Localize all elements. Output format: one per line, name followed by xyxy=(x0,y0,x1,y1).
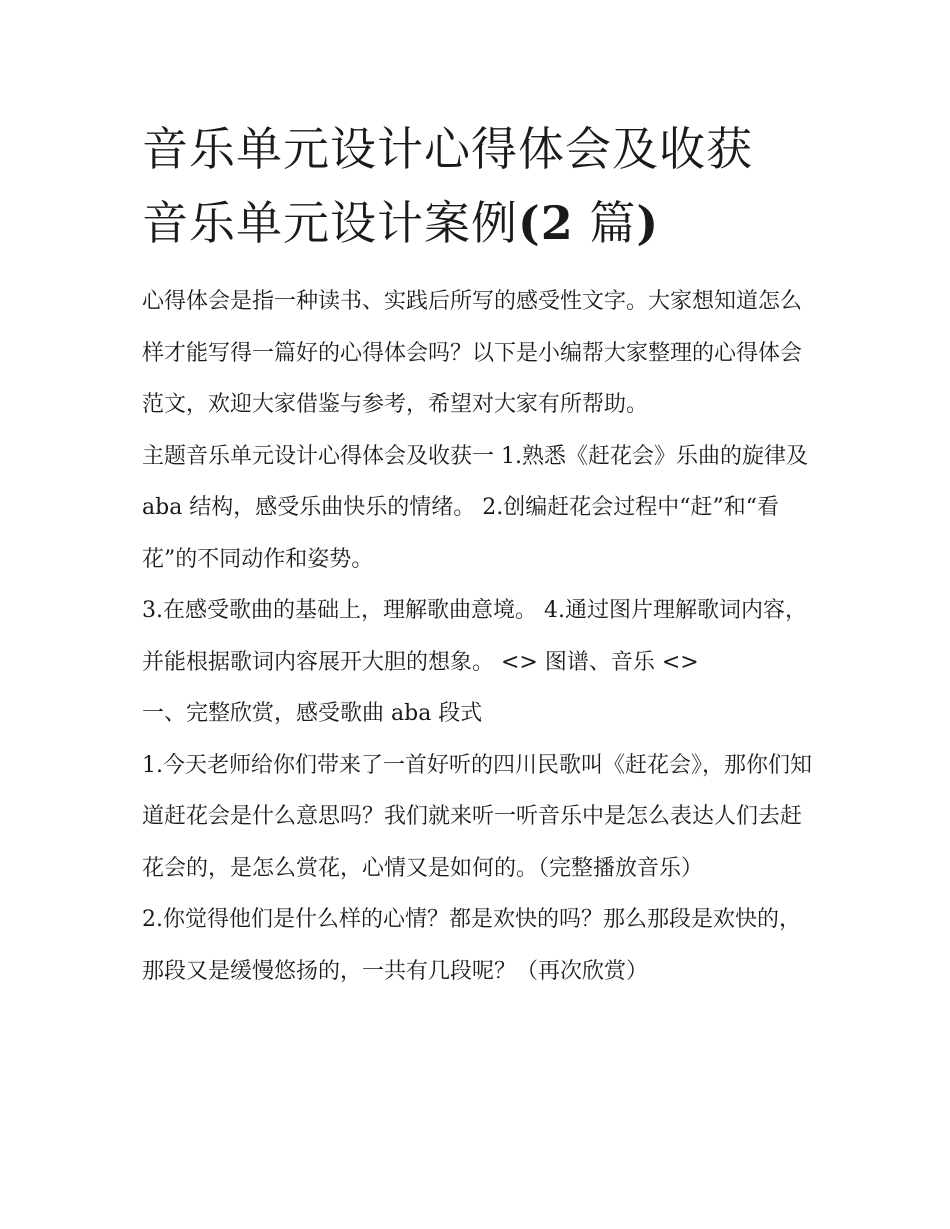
document-title xyxy=(142,112,842,260)
document-body xyxy=(142,276,814,997)
title-line-2-text: 音乐单元设计案例 xyxy=(142,196,518,250)
section-heading: 一、完整欣赏，感受歌曲 aba 段式 xyxy=(142,701,483,726)
paragraph-goals-1: 主题音乐单元设计心得体会及收获一 1.熟悉《赶花会》乐曲的旋律及 aba 结构，感受乐曲快乐的情绪。 2.创编赶花会过程中“赶”和“看花”的不同动作和姿势。 xyxy=(142,443,808,572)
title-line-2-count: (2 xyxy=(518,196,574,250)
title-line-1: 音乐单元设计心得体会及收获 xyxy=(142,122,753,176)
paragraph-goals-2: 3.在感受歌曲的基础上，理解歌曲意境。 4.通过图片理解歌词内容，并能根据歌词内容展开大胆的想象。 <> 图谱、音乐 <> xyxy=(142,598,807,675)
paragraph-step-2: 2.你觉得他们是什么样的心情？都是欢快的吗？那么那段是欢快的，那段又是缓慢悠扬的，一共有几段呢？（再次欣赏） xyxy=(142,907,801,984)
title-line-2-close: ) xyxy=(636,196,660,250)
title-line-2-unit: 篇 xyxy=(573,196,637,250)
paragraph-step-1: 1.今天老师给你们带来了一首好听的四川民歌叫《赶花会》，那你们知道赶花会是什么意思吗？我们就来听一听音乐中是怎么表达人们去赶花会的，是怎么赏花，心情又是如何的。（完整播放音乐） xyxy=(142,752,812,881)
paragraph-intro: 心得体会是指一种读书、实践后所写的感受性文字。大家想知道怎么样才能写得一篇好的心得体会吗？以下是小编帮大家整理的心得体会范文，欢迎大家借鉴与参考，希望对大家有所帮助。 xyxy=(142,289,803,417)
title-line-2 xyxy=(142,196,659,250)
